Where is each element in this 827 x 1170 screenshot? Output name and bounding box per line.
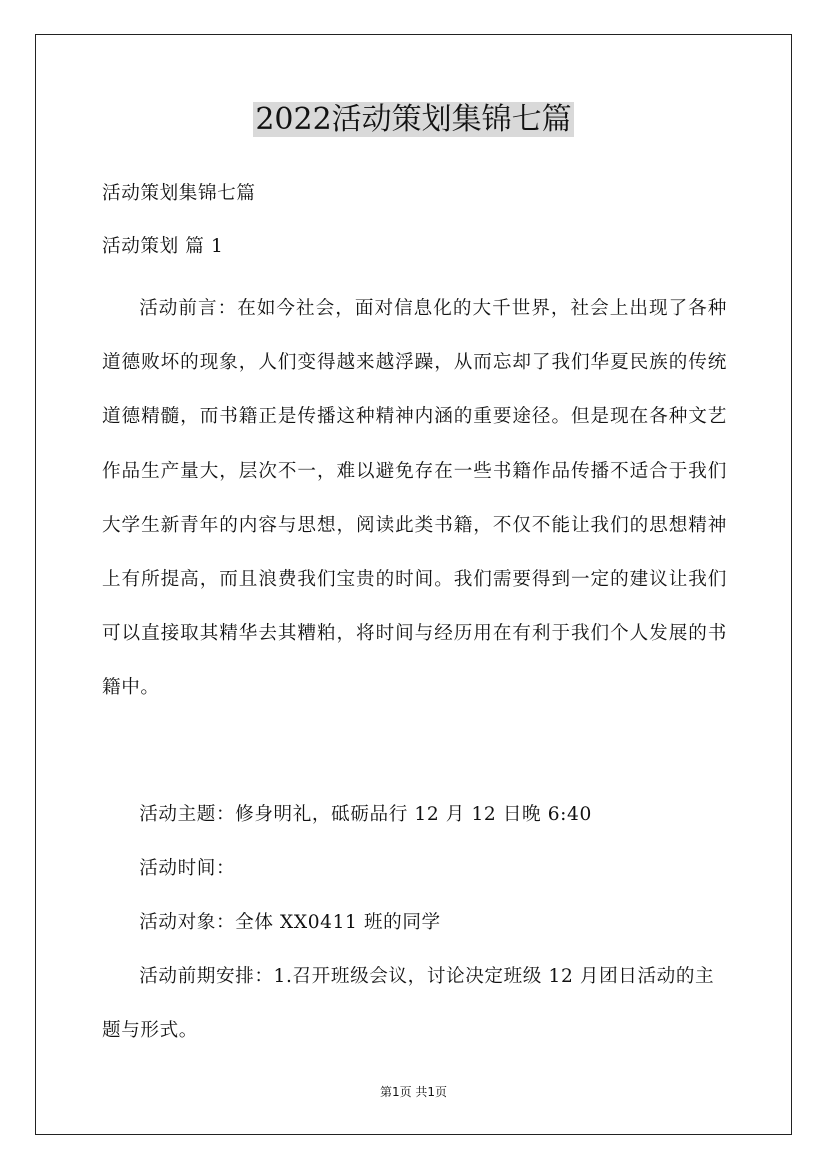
document-title-text: 2022活动策划集锦七篇 [255,102,572,137]
paragraph-spacer [102,716,727,788]
document-title [0,100,827,140]
prep-line: 活动前期安排：1.召开班级会议，讨论决定班级 12 月团日活动的主题与形式。 [102,966,715,1042]
page-footer: 第1页 共1页 [379,1085,448,1099]
document-subtitle: 活动策划集锦七篇 [102,183,256,204]
intro-paragraph: 活动前言：在如今社会，面对信息化的大千世界，社会上出现了各种道德败坏的现象，人们变得越来越浮躁，从而忘却了我们华夏民族的传统道德精髓，而书籍正是传播这种精神内涵的重要途径。但是现在各种文艺作品生产量大，层次不一，难以避免存在一些书籍作品传播不适合于我们大学生新青年的内容与思想，阅读此类书籍，不仅不能让我们的思想精神上有所提高，而且浪费我们宝贵的时间。我们需要得到一定的建议让我们可以直接取其精华去其糟粕，将时间与经历用在有利于我们个人发展的书籍中。 [102,298,727,699]
target-line: 活动对象：全体 XX0411 班的同学 [139,912,441,934]
section-heading: 活动策划 篇 1 [102,236,224,257]
time-line: 活动时间： [139,857,236,879]
document-body [102,176,727,1059]
theme-line: 活动主题：修身明礼，砥砺品行 12 月 12 日晚 6:40 [139,803,592,825]
